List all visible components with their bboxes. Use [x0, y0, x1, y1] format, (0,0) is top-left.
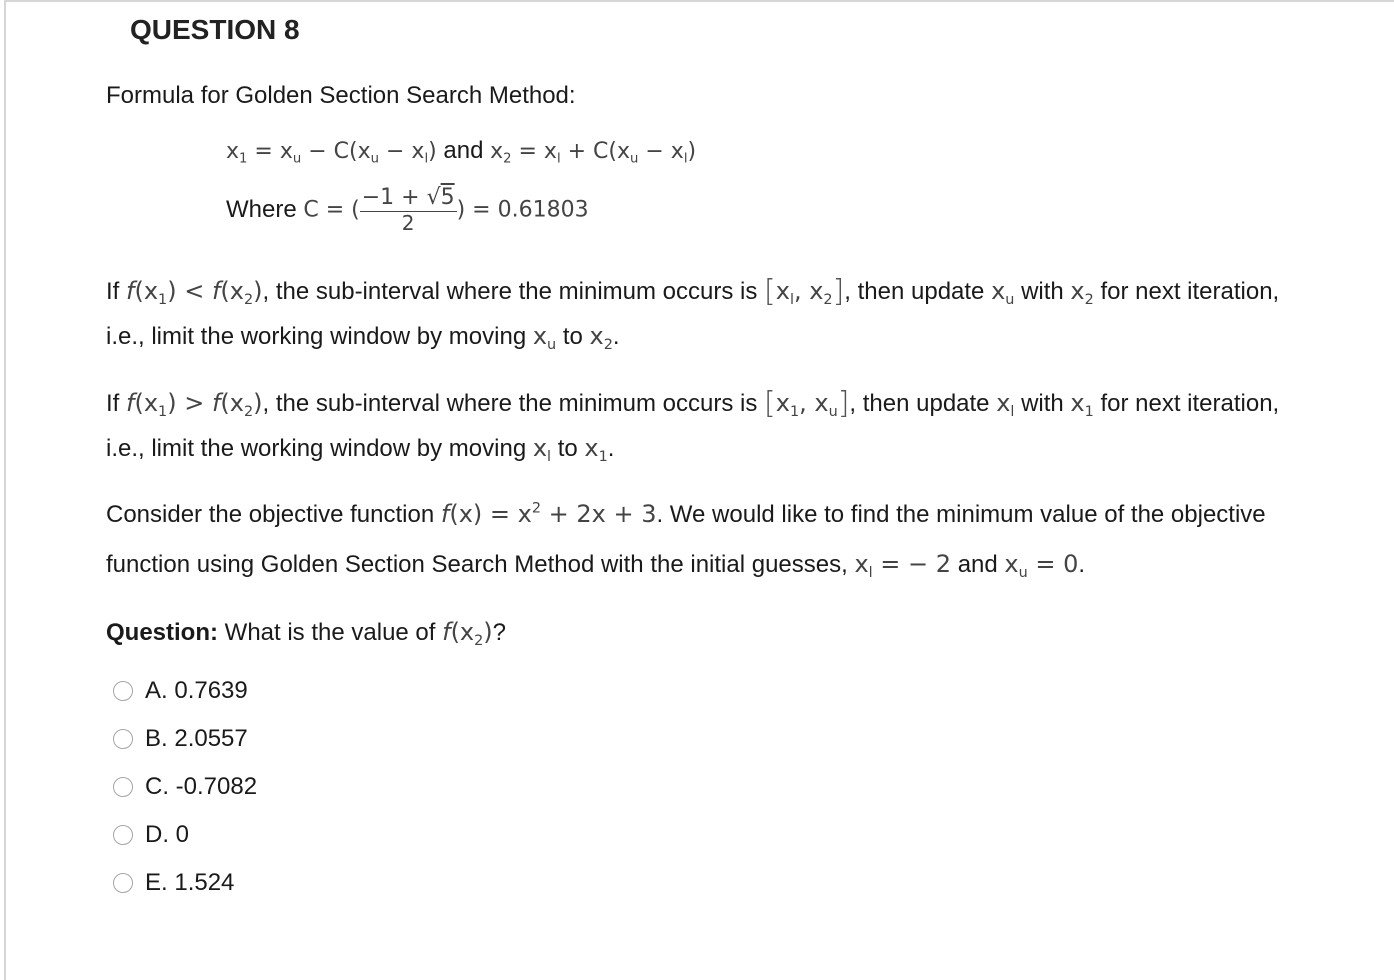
eq2-x2: $x_2 = x_l + C(x_u - x_l)$ — [490, 139, 697, 167]
objective-line2: function using Golden Section Search Method with the initial guesses, $x_l$ = − 2 and $x_u = 0$. — [106, 550, 1086, 582]
where-word: Where — [226, 196, 304, 223]
eq1-x1: $x_1 = x_u - C(x_u - x_l)$ — [226, 139, 437, 167]
objective-line1: Consider the objective function $f(x) = x^2 + 2x + 3$. We would like to find the minimum value of the objective — [106, 500, 1266, 528]
golden-fraction: $\frac{-1 + √5}{2}$ — [361, 185, 455, 235]
option-a-label[interactable]: A. 0.7639 — [145, 677, 248, 704]
frame-left-border — [4, 0, 6, 980]
question-label: Question: — [106, 619, 218, 646]
option-e-radio[interactable] — [113, 873, 133, 893]
option-c-label[interactable]: C. -0.7082 — [145, 773, 258, 800]
and-word: and — [436, 137, 491, 164]
formula-heading: Formula for Golden Section Search Method: — [106, 82, 576, 109]
formula-equations — [226, 137, 696, 165]
option-b-label[interactable]: B. 2.0557 — [145, 725, 248, 752]
frame-top-border — [4, 0, 1394, 2]
option-e-label[interactable]: E. 1.524 — [145, 869, 235, 896]
option-c-radio[interactable] — [113, 777, 133, 797]
option-b-radio[interactable] — [113, 729, 133, 749]
option-d-radio[interactable] — [113, 825, 133, 845]
option-d-label[interactable]: D. 0 — [145, 821, 190, 848]
rule2-line2: i.e., limit the working window by moving $x_l$ to $x_1$. — [106, 434, 615, 466]
rule1-line2: i.e., limit the working window by moving $x_u$ to $x_2$. — [106, 322, 620, 354]
rule1-line1: If $f(x_1) < f(x_2)$, the sub-interval where the minimum occurs is [$x_l$, $x_2$], then update $x_u$ with $x_2$ for next iteration, — [106, 274, 1280, 309]
golden-ratio-constant: Where C = ( $\frac{-1 + √5}{2}$ ) = 0.61803 — [226, 185, 589, 235]
option-a-radio[interactable] — [113, 681, 133, 701]
question-prompt: Question: What is the value of $f(x_2)$? — [106, 618, 507, 650]
question-title: QUESTION 8 — [130, 14, 300, 45]
rule2-line1: If $f(x_1) > f(x_2)$, the sub-interval where the minimum occurs is [$x_1$, $x_u$], then update $x_l$ with $x_1$ for next iteration, — [106, 386, 1280, 421]
